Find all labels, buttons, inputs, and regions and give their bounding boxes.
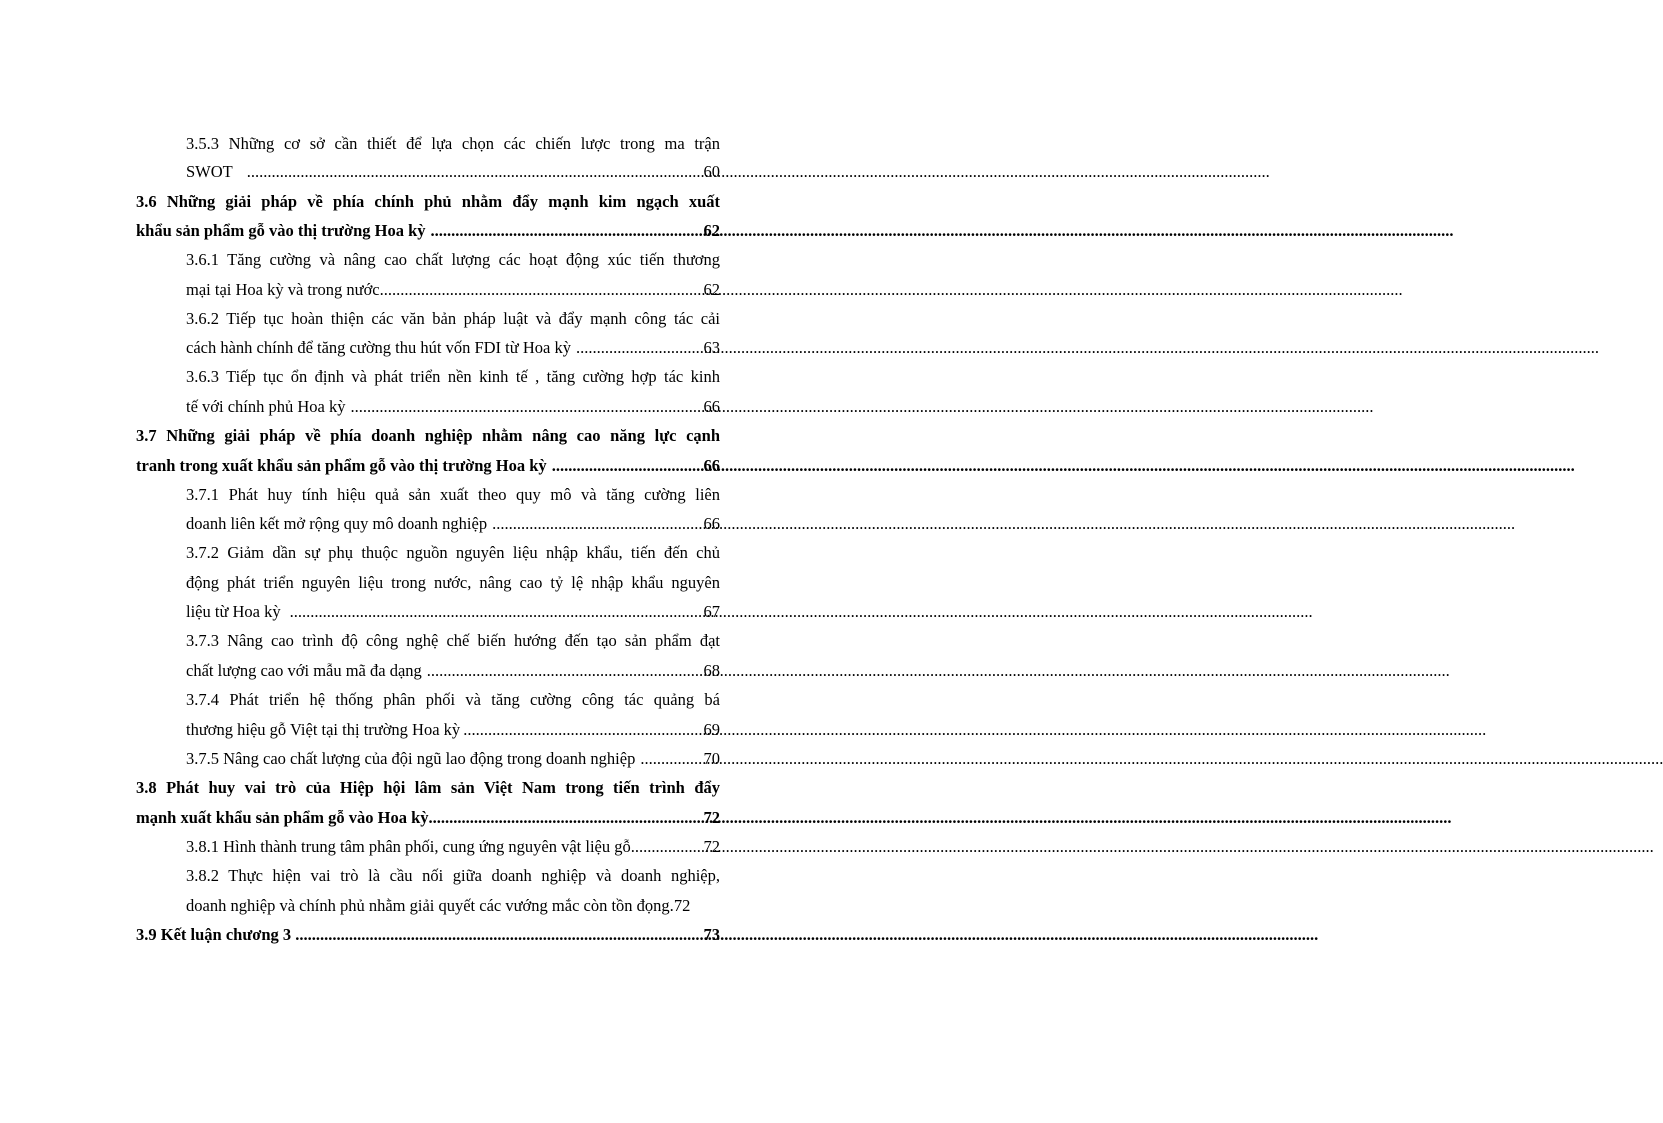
leader-dots [295, 925, 703, 945]
page-number: 73 [703, 925, 720, 944]
toc-entry-3-6-3-line1: 3.6.3 Tiếp tục ổn định và phát triển nền kinh tế , tăng cường hợp tác kinh [186, 367, 720, 386]
toc-entry-3-8-2-line1: 3.8.2 Thực hiện vai trò là cầu nối giữa doanh nghiệp và doanh nghiệp, [186, 866, 720, 885]
page-number: 66 [703, 456, 720, 475]
toc-entry-3-7-2-line1: 3.7.2 Giảm dần sự phụ thuộc nguồn nguyên liệu nhập khẩu, tiến đến chủ [186, 543, 720, 562]
toc-entry-3-6-1-line1: 3.6.1 Tăng cường và nâng cao chất lượng các hoạt động xúc tiến thương [186, 250, 720, 269]
toc-entry-3-7[interactable]: tranh trong xuất khẩu sản phẩm gỗ vào thị trường Hoa kỳ ..... 66 [136, 456, 720, 476]
toc-entry-3-7-5[interactable]: 3.7.5 Nâng cao chất lượng của đội ngũ lao động trong doanh nghiệp ..... 70 [186, 749, 720, 769]
toc-entry-3-7-4-line1: 3.7.4 Phát triển hệ thống phân phối và tăng cường công tác quảng bá [186, 690, 720, 709]
toc-entry-3-7-2-line2: động phát triển nguyên liệu trong nước, nâng cao tỷ lệ nhập khẩu nguyên [186, 573, 720, 592]
toc-entry-3-6-1[interactable]: mại tại Hoa kỳ và trong nước ..... 62 [186, 280, 720, 300]
page-number: 66 [703, 514, 720, 533]
leader-dots [640, 749, 699, 769]
toc-entry-3-7-line1: 3.7 Những giải pháp về phía doanh nghiệp nhằm nâng cao năng lực cạnh [136, 426, 720, 445]
toc-entry-3-8-2[interactable]: doanh nghiệp và chính phủ nhằm giải quyết các vướng mắc còn tồn đọng. 72 [186, 896, 691, 915]
toc-entry-3-6-2-line1: 3.6.2 Tiếp tục hoàn thiện các văn bản pháp luật và đẩy mạnh công tác cải [186, 309, 720, 328]
page-number: 60 [703, 162, 720, 181]
leader-dots [290, 602, 704, 622]
toc-entry-3-7-1-line1: 3.7.1 Phát huy tính hiệu quả sản xuất theo quy mô và tăng cường liên [186, 485, 720, 504]
page-number: 62 [703, 280, 720, 299]
toc-entry-3-7-3[interactable]: chất lượng cao với mẫu mã đa dạng ..... 68 [186, 661, 720, 681]
toc-entry-3-8[interactable]: mạnh xuất khẩu sản phẩm gỗ vào Hoa kỳ ..... 72 [136, 808, 720, 828]
toc-entry-3-6[interactable]: khẩu sản phẩm gỗ vào thị trường Hoa kỳ ..... 62 [136, 221, 720, 241]
page-number: 67 [703, 602, 720, 621]
page-number: 63 [703, 338, 720, 357]
leader-dots [351, 397, 704, 417]
leader-dots [429, 808, 704, 828]
page-number: 72 [673, 896, 691, 915]
leader-dots [576, 338, 704, 358]
toc-entry-3-5-3-line1: 3.5.3 Những cơ sở cần thiết để lựa chọn các chiến lược trong ma trận [186, 134, 720, 153]
toc-entry-3-6-3[interactable]: tế với chính phủ Hoa kỳ ..... 66 [186, 397, 720, 417]
page-number: 68 [703, 661, 720, 680]
toc-entry-3-6-2[interactable]: cách hành chính để tăng cường thu hút vốn FDI từ Hoa kỳ ..... 63 [186, 338, 720, 358]
page-number: 62 [703, 221, 720, 240]
toc-entry-3-7-4[interactable]: thương hiệu gỗ Việt tại thị trường Hoa kỳ ..... 69 [186, 720, 720, 740]
leader-dots [380, 280, 704, 300]
page-number: 69 [703, 720, 720, 739]
toc-entry-3-7-1[interactable]: doanh liên kết mở rộng quy mô doanh nghiệp ..... 66 [186, 514, 720, 534]
page-number: 72 [703, 837, 720, 856]
leader-dots [247, 162, 698, 182]
toc-entry-3-9[interactable]: 3.9 Kết luận chương 3 ..... 73 [136, 925, 720, 945]
leader-dots [463, 720, 703, 740]
toc-entry-3-8-1[interactable]: 3.8.1 Hình thành trung tâm phân phối, cung ứng nguyên vật liệu gỗ ..... 72 [186, 837, 720, 857]
leader-dots [631, 837, 700, 857]
leader-dots [431, 221, 704, 241]
leader-dots [427, 661, 704, 681]
leader-dots [552, 456, 704, 476]
toc-entry-3-6-line1: 3.6 Những giải pháp về phía chính phủ nhằm đẩy mạnh kim ngạch xuất [136, 192, 720, 211]
leader-dots [492, 514, 703, 534]
page-number: 66 [703, 397, 720, 416]
toc-entry-3-5-3[interactable]: SWOT ..... 60 [186, 162, 720, 182]
page-number: 72 [703, 808, 720, 827]
toc-entry-3-8-line1: 3.8 Phát huy vai trò của Hiệp hội lâm sản Việt Nam trong tiến trình đẩy [136, 778, 720, 797]
toc-entry-3-7-3-line1: 3.7.3 Nâng cao trình độ công nghệ chế biến hướng đến tạo sản phẩm đạt [186, 631, 720, 650]
page-number: 70 [703, 749, 720, 768]
table-of-contents [0, 0, 816, 1123]
toc-entry-3-7-2[interactable]: liệu từ Hoa kỳ ..... 67 [186, 602, 720, 622]
